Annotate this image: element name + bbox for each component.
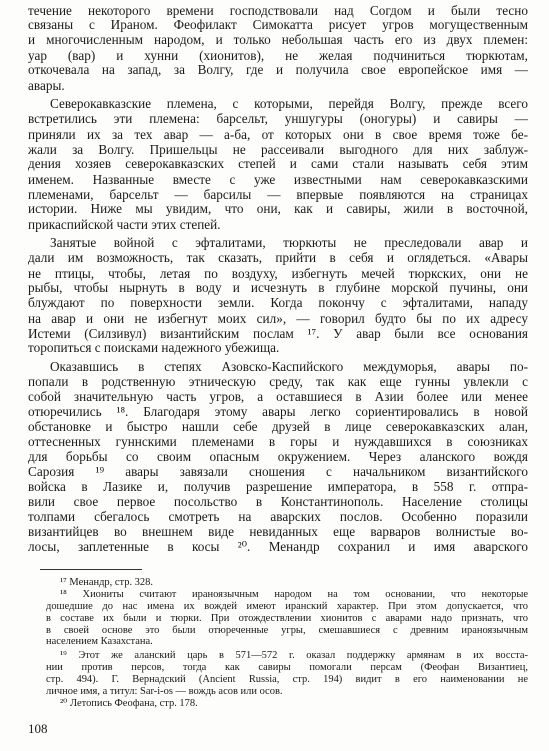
text-line: Сарозия ¹⁹ авары завязали сношения с начальником византийского (28, 465, 528, 480)
text-line: Оказавшись в степях Азовско-Каспийского междуморья, авары по- (50, 359, 528, 374)
text-line: толпами сбегалось смотреть на аварских послов. Особенно поразили (28, 510, 528, 525)
text-line: собой значительную часть угров, а оставшиеся в Азии более или менее (28, 389, 528, 404)
text-line: дения хозяев северокавказских степей и сами стали называть себя этим (28, 157, 528, 172)
text-line: вили свое первое посольство в Константинополь. Население столицы (28, 494, 528, 509)
text-line: византийцев во внешнем виде невиданных еще варваров волнистые во- (28, 525, 528, 540)
footnote-line: дошедшие до нас имена их вождей имеют иранский характер. При этом допускается, что (46, 600, 528, 612)
text-line: авары. (28, 79, 65, 94)
text-line: откочевала на запад, за Волгу, где и получила свое европейское имя — (28, 63, 528, 78)
text-line: встретились эти племена: барсельт, уншугуры (оногуры) и савиры — (28, 112, 528, 127)
page-number: 108 (28, 721, 48, 736)
footnote-line: ¹⁸ Хиониты считают ираноязычным народом на том основании, что некоторые (60, 588, 528, 600)
text-line: именем. Названные вместе с уже известными нам северокавказскими (28, 172, 528, 187)
text-line: истории. Ниже мы увидим, что они, как и савиры, жили в восточной, (28, 202, 528, 217)
text-line: оттесненных гуннскими племенами в горы и нуждавшихся в союзниках (28, 435, 528, 450)
footnote-line: стр. 494). Г. Вернадский (Ancient Russia, стр. 194) видит в его наименовании не (46, 674, 528, 686)
text-line: попали в родственную этническую среду, так как еще гунны увлекли с (28, 375, 528, 390)
text-line: лосы, заплетенные в косы ²⁰. Менандр сохранил и имя аварского (28, 539, 528, 554)
text-line: блуждают по поверхности земли. Когда покончу с эфталитами, нападу (28, 296, 528, 311)
footnote-line: ²⁰ Летопись Феофана, стр. 178. (60, 698, 198, 710)
text-line: дали им возможность, так сказать, прийти в себя и оглядеться. «Авары (28, 251, 528, 266)
text-line: торопиться с поисками надежного убежища. (28, 341, 280, 356)
text-line: прикаспийской части этих степей. (28, 217, 221, 232)
text-line: связаны с Ираном. Феофилакт Симокатта рисует угров могущественным (28, 18, 528, 33)
text-line: на авар и они не избегнут моих сил», — говорил будто бы по их адресу (28, 311, 528, 326)
footnote-line: личное имя, а титул: Sar-i-os — вождь асов или осов. (46, 686, 283, 698)
footnote-line: в составе их были и тюрки. При отождествлении хионитов с аварами надо признать, что (46, 612, 528, 624)
text-line: Истеми (Силзивул) византийским послам ¹⁷. У авар были все основания (28, 326, 528, 341)
text-line: обстановке и быстро нашли себе друзей в лице северокавказских алан, (28, 420, 528, 435)
footnote-line: ¹⁹ Этот же аланский царь в 571—572 г. оказал поддержку армянам в их восста- (60, 650, 528, 662)
text-line: Северокавказские племена, с которыми, перейдя Волгу, прежде всего (50, 97, 528, 112)
text-line: жали за Волгу. Пришельцы не рассеивали выгодного для них заблуж- (28, 142, 528, 157)
text-line: течение некоторого времени господствовали над Согдом и были тесно (28, 3, 528, 18)
text-line: не птицы, чтобы, летая по воздуху, избегнуть мечей тюркских, они не (28, 266, 528, 281)
footnote-line: нии против персов, тогда как савиры помогали персам (Феофан Византиец, (46, 662, 528, 674)
footnote-line: населением Казахстана. (46, 636, 153, 648)
text-line: рыбы, чтобы нырнуть в воду и исчезнуть в глубине морской пучины, они (28, 281, 528, 296)
text-line: и многочисленным народом, и только небольшая часть его из двух племен: (28, 33, 528, 48)
footnote-line: ¹⁷ Менандр, стр. 328. (60, 576, 154, 588)
text-line: войска в Лазике и, получив разрешение императора, в 558 г. отпра- (28, 480, 528, 495)
text-line: племенами, барсельт — барсилы — впервые появляются на страницах (28, 187, 528, 202)
footnote-line: в своей основе это были отюреченные угры, смешавшиеся с древним ираноязычным (46, 624, 528, 636)
text-line: приняли их за тех авар — а-ба, от которых они в свое время тоже бе- (28, 127, 528, 142)
text-line: для борьбы со своим опасным окружением. Через аланского вождя (28, 449, 528, 464)
text-line: Занятые войной с эфталитами, тюркюты не преследовали авар и (50, 236, 528, 251)
text-line: отюречились ¹⁸. Благодаря этому авары легко сориентировались в новой (28, 404, 528, 419)
footnote-divider (40, 569, 142, 570)
text-line: уар (вар) и хунни (хионитов), не желая подчиниться тюркютам, (28, 48, 528, 63)
